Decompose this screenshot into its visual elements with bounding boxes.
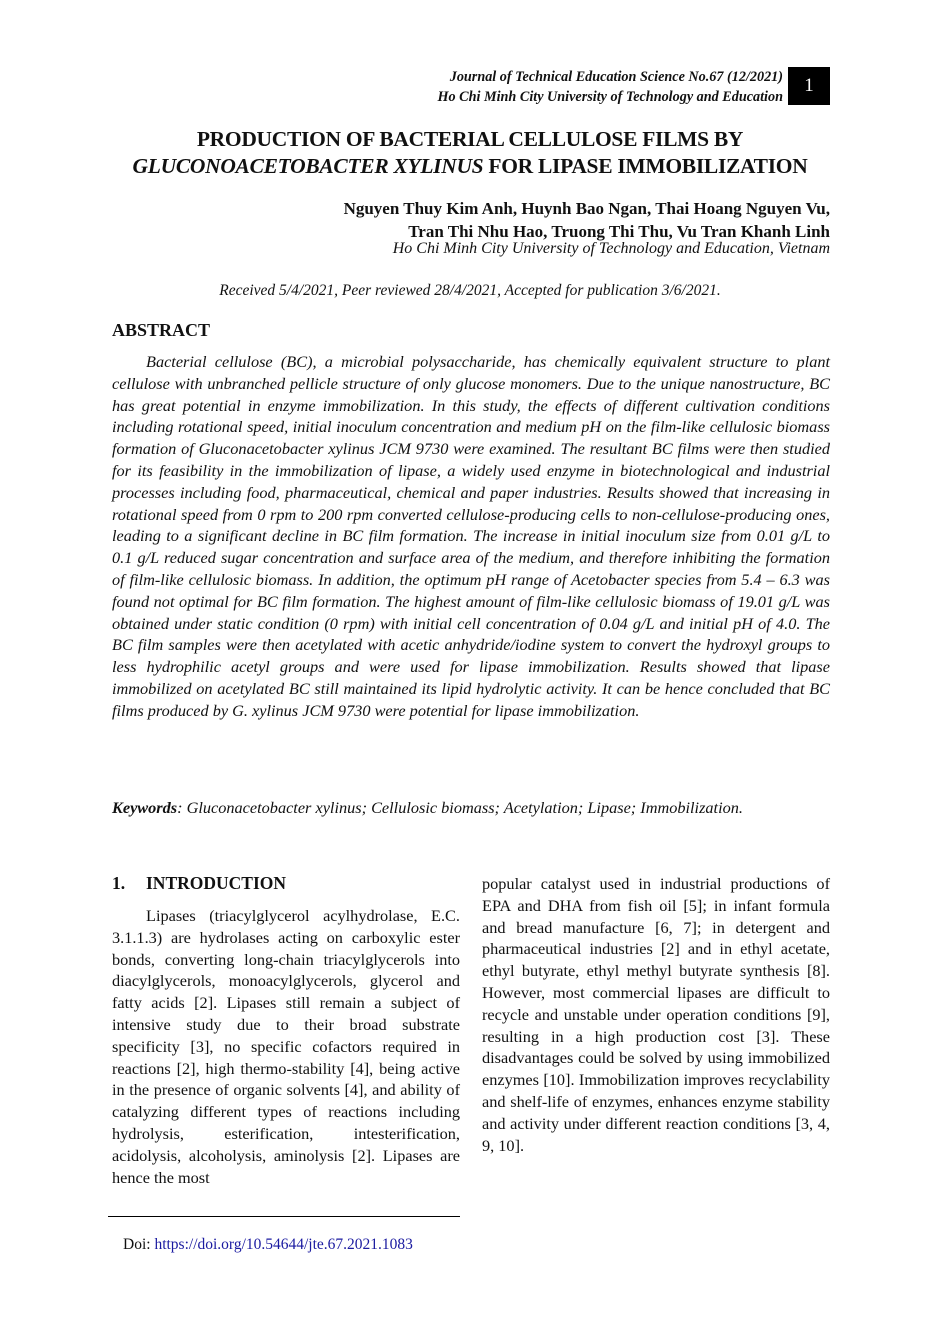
section-title: INTRODUCTION — [146, 873, 287, 893]
university-name: Ho Chi Minh City University of Technology and Education — [437, 89, 783, 105]
journal-name: Journal of Technical Education Science No.67 (12/2021) — [449, 69, 783, 85]
introduction-left-column — [112, 905, 460, 1188]
left-column-text: Lipases (triacylglycerol acylhydrolase, E.C. 3.1.1.3) are hydrolases acting on carboxylic ester bonds, converting long-chain triacylglycerols into diacylglycerols, monoacylglycerols, glycerol and fatty acids [2]. Lipases still remain a subject of intensive study due to their broad substrate specificity [3], no specific cofactors required in reactions [2], high thermo-stability [4], being active in the presence of organic solvents [4], and ability of catalyzing different types of reactions including hydrolysis, esterification, intesterification, acidolysis, alcoholysis, aminolysis [2]. Lipases are hence the most — [112, 906, 460, 1187]
abstract-text: Bacterial cellulose (BC), a microbial polysaccharide, has chemically equivalent structure to plant cellulose with unbranched pellicle structure of only glucose monomers. Due to the unique nanostructure, BC has great potential in enzyme immobilization. In this study, the effects of different cultivation conditions including rotational speed, initial inoculum concentration and medium pH on the film-like cellulosic biomass formation of Gluconacetobacter xylinus JCM 9730 were examined. The resultant BC films were then studied for its feasibility in the immobilization of lipase, a widely used enzyme in biotechnological and industrial processes including food, pharmaceutical, chemical and paper industries. Results showed that increasing in rotational speed from 0 rpm to 200 rpm converted cellulose-producing cells to non-cellulose-producing ones, leading to a significant decline in BC film formation. The increase in initial inoculum size from 0.01 g/L to 0.1 g/L reduced sugar concentration and surface area of the medium, and therefore inhibiting the formation of film-like cellulosic biomass. In addition, the optimum pH range of Acetobacter species from 5.4 – 6.3 was found not optimal for BC film formation. The highest amount of film-like cellulosic biomass of 19.01 g/L was obtained under static condition (0 rpm) with initial cell concentration of 0.04 g/L and initial pH of 4.0. The BC film samples were then acetylated with acetic anhydride/iodine system to convert the hydroxyl groups to less hydrophilic acetyl groups and were used for lipase immobilization. Results showed that lipase immobilized on acetylated BC still maintained its lipid hydrolytic activity. It can be hence concluded that BC films produced by G. xylinus JCM 9730 were potential for lipase immobilization. — [112, 352, 830, 720]
doi-label: Doi: — [123, 1236, 155, 1253]
page-number: 1 — [804, 75, 814, 96]
footnote-divider — [108, 1216, 460, 1217]
title-line-2 — [100, 153, 840, 180]
section-heading-introduction — [112, 873, 286, 894]
page-number-badge — [788, 67, 830, 105]
authors-line-2: Tran Thi Nhu Hao, Truong Thi Thu, Vu Tran Khanh Linh — [408, 222, 830, 241]
abstract-body — [112, 351, 830, 722]
doi-link[interactable]: https://doi.org/10.54644/jte.67.2021.1083 — [154, 1236, 413, 1253]
keywords-label: Keywords — [112, 798, 178, 817]
species-name: GLUCONOACETOBACTER XYLINUS — [132, 154, 484, 178]
title-line-2-rest: FOR LIPASE IMMOBILIZATION — [483, 154, 808, 178]
paper-title — [100, 126, 840, 180]
affiliation: Ho Chi Minh City University of Technology and Education, Vietnam — [392, 240, 830, 257]
keywords — [112, 797, 830, 819]
section-number: 1. — [112, 873, 126, 893]
doi-footer — [123, 1236, 413, 1254]
abstract-heading: ABSTRACT — [112, 320, 211, 340]
keywords-text: : Gluconacetobacter xylinus; Cellulosic biomass; Acetylation; Lipase; Immobilization. — [177, 798, 743, 817]
title-line-1: PRODUCTION OF BACTERIAL CELLULOSE FILMS BY — [196, 127, 744, 151]
authors-line-1: Nguyen Thuy Kim Anh, Huynh Bao Ngan, Thai Hoang Nguyen Vu, — [343, 199, 830, 218]
introduction-right-column: popular catalyst used in industrial productions of EPA and DHA from fish oil [5]; in infant formula and bread manufacture [6, 7]; in detergent and pharmaceutical industries [2] and in ethyl acetate, ethyl butyrate, ethyl methyl butyrate synthesis [8]. However, most commercial lipases are difficult to recycle and unstable under operation conditions [9], resulting in a high production cost [3]. These disadvantages could be solved by using immobilized enzymes [10]. Immobilization improves recyclability and shelf-life of enzymes, enhances enzyme stability and activity under different reaction conditions [3, 4, 9, 10]. — [482, 874, 830, 1155]
author-list — [344, 197, 830, 243]
received-dates: Received 5/4/2021, Peer reviewed 28/4/2021, Accepted for publication 3/6/2021. — [219, 282, 721, 299]
running-header — [437, 67, 783, 107]
